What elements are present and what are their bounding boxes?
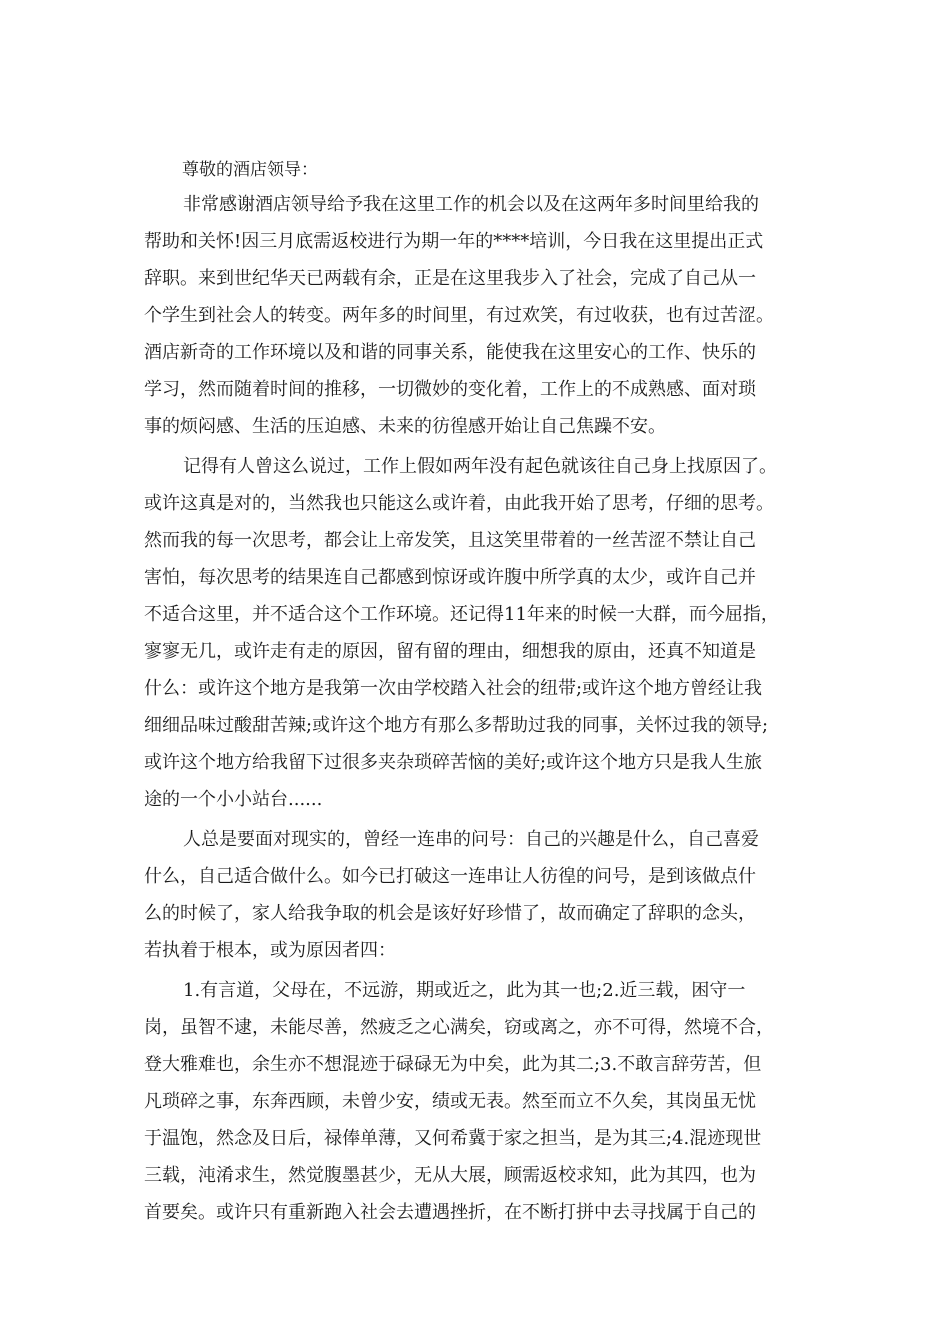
text-line: 若执着于根本，或为原因者四： — [144, 940, 396, 961]
text-line: 或许这真是对的，当然我也只能这么或许着，由此我开始了思考，仔细的思考。 — [144, 493, 774, 514]
text-line: 帮助和关怀!因三月底需返校进行为期一年的****培训，今日我在这里提出正式 — [144, 231, 764, 252]
text-line: 登大雅难也，余生亦不想混迹于碌碌无为中矣，此为其二;3.不敢言辞劳苦，但 — [144, 1054, 762, 1075]
text-line: 害怕，每次思考的结果连自己都感到惊讶或许腹中所学真的太少，或许自己并 — [144, 567, 756, 588]
text-line: 什么：或许这个地方是我第一次由学校踏入社会的纽带;或许这个地方曾经让我 — [144, 678, 763, 699]
text-line: 凡琐碎之事，东奔西顾，未曾少安，绩或无表。然至而立不久矣，其岗虽无忧 — [144, 1091, 756, 1112]
text-line: 寥寥无几，或许走有走的原因，留有留的理由，细想我的原由，还真不知道是 — [144, 641, 756, 662]
text-line: 么的时候了，家人给我争取的机会是该好好珍惜了，故而确定了辞职的念头， — [144, 903, 756, 924]
text-line: 不适合这里，并不适合这个工作环境。还记得11年来的时候一大群，而今屈指， — [144, 604, 779, 625]
text-line: 酒店新奇的工作环境以及和谐的同事关系，能使我在这里安心的工作、快乐的 — [144, 342, 756, 363]
text-line: 非常感谢酒店领导给予我在这里工作的机会以及在这两年多时间里给我的 — [183, 194, 759, 215]
text-line: 岗，虽智不逮，未能尽善，然疲乏之心满矣，窃或离之，亦不可得，然境不合， — [144, 1017, 774, 1038]
text-line: 或许这个地方给我留下过很多夹杂琐碎苦恼的美好;或许这个地方只是我人生旅 — [144, 752, 763, 773]
text-line: 学习，然而随着时间的推移，一切微妙的变化着，工作上的不成熟感、面对琐 — [144, 379, 756, 400]
text-line: 人总是要面对现实的，曾经一连串的问号：自己的兴趣是什么，自己喜爱 — [183, 829, 759, 850]
text-line: 事的烦闷感、生活的压迫感、未来的彷徨感开始让自己焦躁不安。 — [144, 416, 666, 437]
text-line: 个学生到社会人的转变。两年多的时间里，有过欢笑，有过收获，也有过苦涩。 — [144, 305, 774, 326]
text-line: 1.有言道，父母在，不远游，期或近之，此为其一也;2.近三载，困守一 — [183, 980, 746, 1001]
text-line: 记得有人曾这么说过，工作上假如两年没有起色就该往自己身上找原因了。 — [183, 456, 777, 477]
letter-salutation: 尊敬的酒店领导： — [182, 160, 318, 180]
text-line: 什么，自己适合做什么。如今已打破这一连串让人彷徨的问号，是到该做点什 — [144, 866, 756, 887]
text-line: 首要矣。或许只有重新跑入社会去遭遇挫折，在不断打拼中去寻找属于自己的 — [144, 1202, 756, 1223]
text-line: 然而我的每一次思考，都会让上帝发笑，且这笑里带着的一丝苦涩不禁让自己 — [144, 530, 756, 551]
text-line: 辞职。来到世纪华天已两载有余，正是在这里我步入了社会，完成了自己从一 — [144, 268, 756, 289]
text-line: 细细品味过酸甜苦辣;或许这个地方有那么多帮助过我的同事，关怀过我的领导; — [144, 715, 769, 736]
text-line: 三载，沌淆求生，然觉腹墨甚少，无从大展，顾需返校求知，此为其四，也为 — [144, 1165, 756, 1186]
text-line: 于温饱，然念及日后，禄俸单薄，又何希冀于家之担当，是为其三;4.混迹现世 — [144, 1128, 762, 1149]
text-line: 途的一个小小站台...... — [144, 789, 323, 810]
